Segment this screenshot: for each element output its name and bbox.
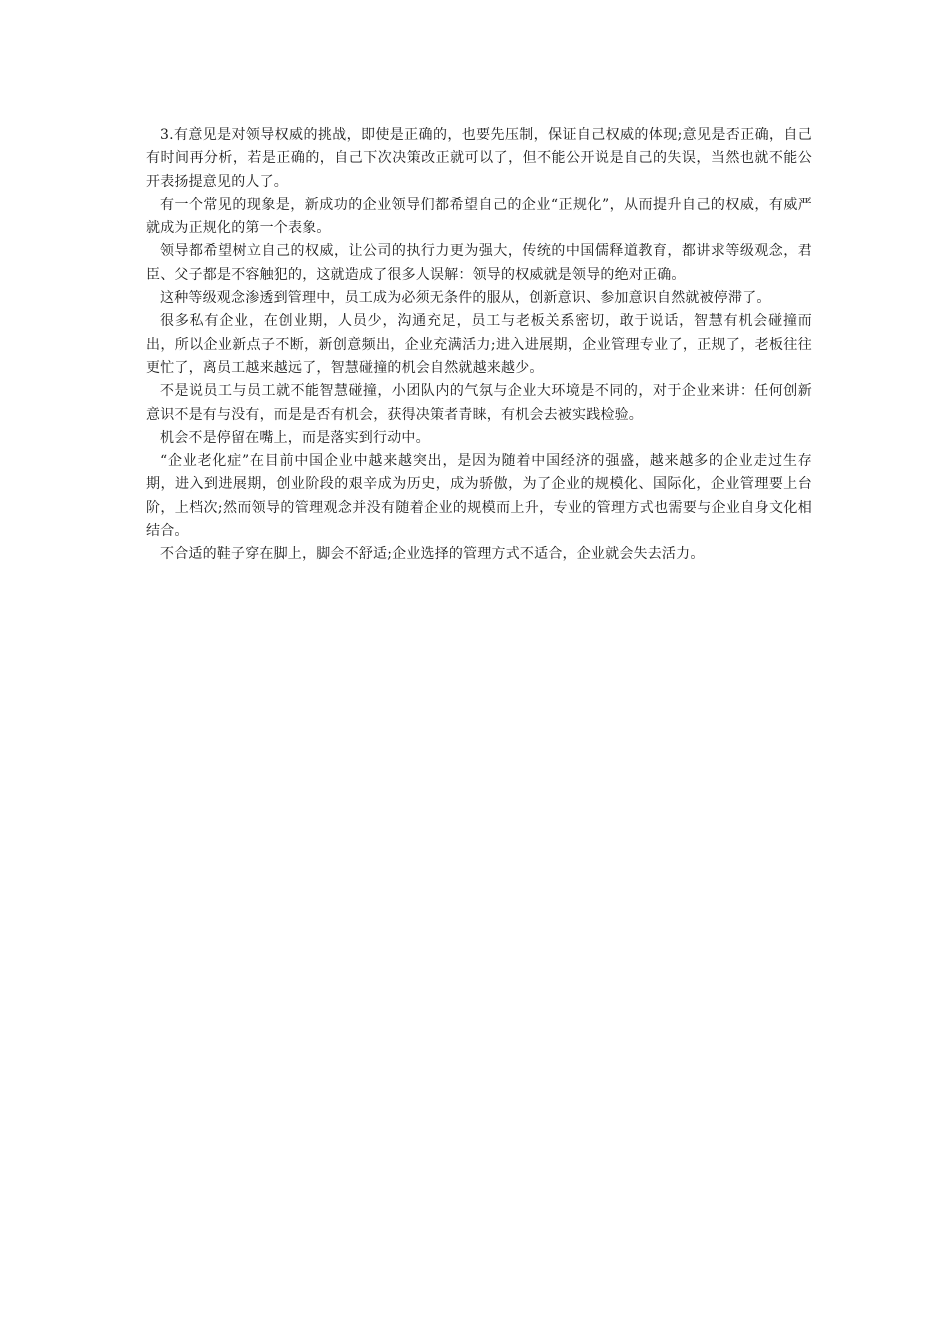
paragraph-6: 不是说员工与员工就不能智慧碰撞，小团队内的气氛与企业大环境是不同的，对于企业来讲：任何创新意识不是有与没有，而是是否有机会，获得决策者青睐，有机会去被实践检验。 bbox=[146, 383, 812, 423]
paragraph-5: 很多私有企业，在创业期，人员少，沟通充足，员工与老板关系密切，敢于说话，智慧有机会碰撞而出，所以企业新点子不断，新创意频出，企业充满活力;进入进展期，企业管理专业了，正规了，老板往往更忙了，离员工越来越远了，智慧碰撞的机会自然就越来越少。 bbox=[146, 313, 812, 376]
paragraph-2: 有一个常见的现象是，新成功的企业领导们都希望自己的企业“正规化”，从而提升自己的权威，有威严就成为正规化的第一个表象。 bbox=[146, 196, 812, 237]
paragraph-3: 领导都希望树立自己的权威，让公司的执行力更为强大，传统的中国儒释道教育，都讲求等级观念，君臣、父子都是不容触犯的，这就造成了很多人误解：领导的权威就是领导的绝对正确。 bbox=[146, 243, 812, 283]
paragraph-1: 3.有意见是对领导权威的挑战，即使是正确的，也要先压制，保证自己权威的体现;意见是否正确，自己有时间再分析，若是正确的，自己下次决策改正就可以了，但不能公开说是自己的失误，当然也就不能公开表扬提意见的人了。 bbox=[146, 127, 812, 190]
paragraph-7: 机会不是停留在嘴上，而是落实到行动中。 bbox=[160, 429, 430, 446]
paragraph-4: 这种等级观念渗透到管理中，员工成为必须无条件的服从，创新意识、参加意识自然就被停滞了。 bbox=[160, 290, 771, 307]
paragraph-8: “企业老化症”在目前中国企业中越来越突出，是因为随着中国经济的强盛，越来越多的企业走过生存期，进入到进展期，创业阶段的艰辛成为历史，成为骄傲，为了企业的规模化、国际化，企业管理要上台阶，上档次;然而领导的管理观念并没有随着企业的规模而上升，专业的管理方式也需要与企业自身文化相结合。 bbox=[146, 453, 812, 540]
paragraph-9: 不合适的鞋子穿在脚上，脚会不舒适;企业选择的管理方式不适合，企业就会失去活力。 bbox=[160, 546, 705, 563]
document-body bbox=[146, 124, 812, 567]
